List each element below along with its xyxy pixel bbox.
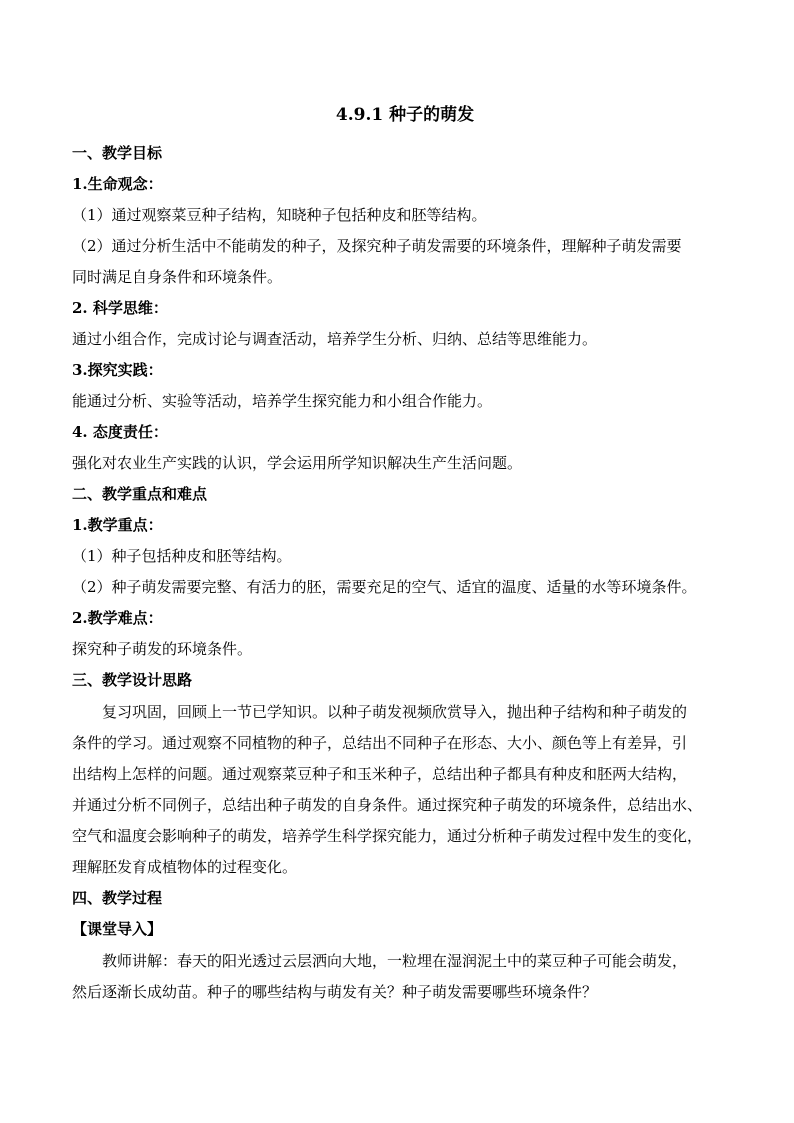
attitude-responsibility-text: 强化对农业生产实践的认识，学会运用所学知识解决生产生活问题。	[72, 454, 523, 472]
section-heading-teaching-process: 四、教学过程	[72, 889, 163, 907]
design-ideas-line: 理解胚发育成植物体的过程变化。	[72, 858, 298, 876]
design-ideas-line: 并通过分析不同例子，总结出种子萌发的自身条件。通过探究种子萌发的环境条件，总结出水、	[72, 796, 703, 814]
document-title: 4.9.1 种子的萌发	[335, 105, 475, 125]
design-ideas-line: 复习巩固，回顾上一节已学知识。以种子萌发视频欣赏导入，抛出种子结构和种子萌发的	[102, 703, 688, 721]
subheading-class-intro: 【课堂导入】	[72, 920, 163, 938]
class-intro-line: 教师讲解：春天的阳光透过云层洒向大地，一粒埋在湿润泥土中的菜豆种子可能会萌发，	[102, 952, 688, 970]
subheading-attitude-responsibility: 4. 态度责任：	[72, 423, 168, 441]
life-concept-item-1: （1）通过观察菜豆种子结构，知晓种子包括种皮和胚等结构。	[72, 206, 487, 224]
subheading-key-points: 1.教学重点：	[72, 516, 163, 534]
key-point-item-2: （2）种子萌发需要完整、有活力的胚，需要充足的空气、适宜的温度、适量的水等环境条件。	[72, 578, 697, 596]
section-heading-key-difficult-points: 二、教学重点和难点	[72, 485, 208, 503]
subheading-scientific-thinking: 2. 科学思维：	[72, 299, 168, 317]
scientific-thinking-text: 通过小组合作，完成讨论与调查活动，培养学生分析、归纳、总结等思维能力。	[72, 330, 598, 348]
subheading-inquiry-practice: 3.探究实践：	[72, 361, 163, 379]
key-point-item-1: （1）种子包括种皮和胚等结构。	[72, 547, 292, 565]
class-intro-paragraph	[72, 946, 738, 1008]
inquiry-practice-text: 能通过分析、实验等活动，培养学生探究能力和小组合作能力。	[72, 392, 493, 410]
section-heading-design-ideas: 三、教学设计思路	[72, 671, 193, 689]
subheading-life-concept: 1.生命观念：	[72, 175, 163, 193]
section-heading-teaching-goals: 一、教学目标	[72, 144, 163, 162]
difficult-point-text: 探究种子萌发的环境条件。	[72, 640, 253, 658]
life-concept-item-2-line-2: 同时满足自身条件和环境条件。	[72, 268, 283, 286]
design-ideas-line: 条件的学习。通过观察不同植物的种子，总结出不同种子在形态、大小、颜色等上有差异，引	[72, 734, 688, 752]
design-ideas-line: 空气和温度会影响种子的萌发，培养学生科学探究能力，通过分析种子萌发过程中发生的变化，	[72, 827, 703, 845]
class-intro-line: 然后逐渐长成幼苗。种子的哪些结构与萌发有关？种子萌发需要哪些环境条件？	[72, 983, 598, 1001]
life-concept-item-2-line-1: （2）通过分析生活中不能萌发的种子，及探究种子萌发需要的环境条件，理解种子萌发需要	[72, 237, 682, 255]
design-ideas-paragraph	[72, 697, 738, 883]
design-ideas-line: 出结构上怎样的问题。通过观察菜豆种子和玉米种子，总结出种子都具有种皮和胚两大结构，	[72, 765, 688, 783]
subheading-difficult-points: 2.教学难点：	[72, 609, 163, 627]
